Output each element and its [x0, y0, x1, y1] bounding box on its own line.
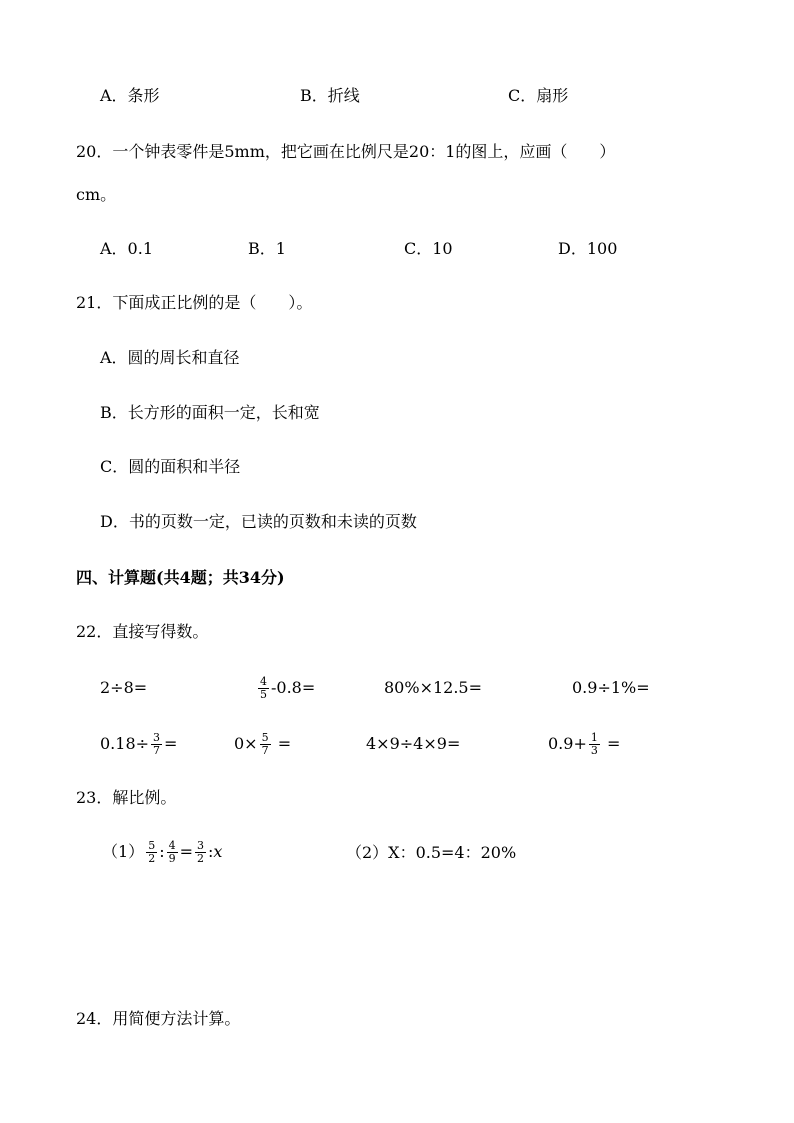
fraction: $\frac{5}{7}$: [261, 731, 269, 757]
q21-option-d: D．书的页数一定，已读的页数和未读的页数: [100, 512, 417, 531]
q22-r1c1: 2÷8=: [100, 678, 148, 697]
q20-stem-line2: cm。: [76, 185, 117, 204]
q20-option-b: B．1: [248, 239, 286, 258]
fraction: $\frac{1}{3}$: [590, 731, 598, 757]
q22-r1c4: 0.9÷1%=: [572, 678, 650, 697]
q22-stem: 22．直接写得数。: [76, 622, 209, 641]
fraction: $\frac{3}{2}$: [196, 839, 204, 865]
fraction: $\frac{5}{2}$: [148, 839, 156, 865]
section-title: 四、计算题(共4题；共34分): [76, 568, 285, 587]
q21-stem: 21．下面成正比例的是（ ）。: [76, 293, 313, 312]
fraction: $\frac{4}{5}$: [260, 675, 267, 701]
q19-option-b: B．折线: [300, 86, 360, 105]
q20-option-d: D．100: [558, 239, 618, 258]
q21-option-c: C．圆的面积和半径: [100, 457, 241, 476]
q19-option-c: C．扇形: [508, 86, 569, 105]
q23-problem-1: （1） $\frac{5}{2}$ : $\frac{4}{9}$ = $\frac{3}{2}$ :x: [102, 839, 223, 865]
q23-stem: 23．解比例。: [76, 788, 177, 807]
q24-stem: 24．用简便方法计算。: [76, 1009, 241, 1028]
q21-option-a: A．圆的周长和直径: [100, 348, 240, 367]
q20-option-c: C．10: [404, 239, 453, 258]
q22-r1c3: 80%×12.5=: [384, 678, 482, 697]
q19-option-a: A．条形: [100, 86, 160, 105]
q21-option-b: B．长方形的面积一定，长和宽: [100, 403, 320, 422]
q23-problem-2: （2）X：0.5=4：20%: [346, 843, 517, 862]
q20-option-a: A．0.1: [100, 239, 154, 258]
fraction: $\frac{3}{7}$: [153, 731, 161, 757]
q22-r2c1: 0.18÷ $\frac{3}{7}$ =: [100, 731, 178, 757]
q22-r2c2: 0× $\frac{5}{7}$ =: [234, 731, 292, 757]
q22-r2c4: 0.9+ $\frac{1}{3}$ =: [548, 731, 621, 757]
q22-r1c2: $\frac{4}{5}$ -0.8=: [260, 675, 316, 701]
fraction: $\frac{4}{9}$: [168, 839, 176, 865]
q22-r2c3: 4×9÷4×9=: [366, 734, 461, 753]
q20-stem-line1: 20．一个钟表零件是5mm，把它画在比例尺是20：1的图上，应画（ ）: [76, 142, 616, 161]
